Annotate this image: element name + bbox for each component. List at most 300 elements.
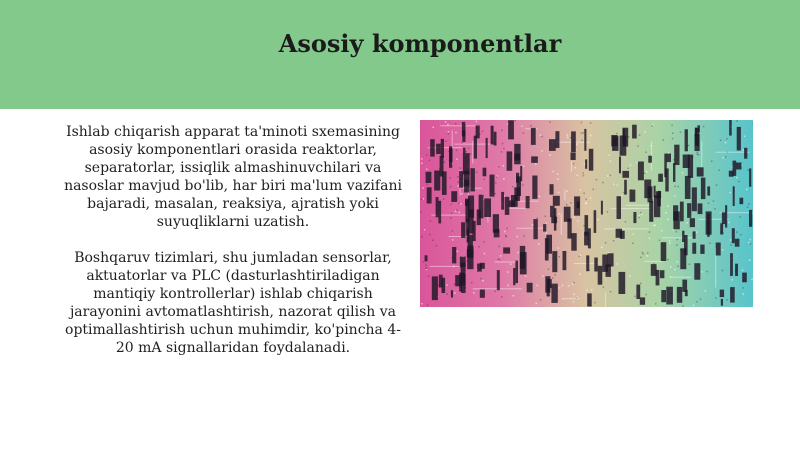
board-speckle [447,124,449,126]
board-chip [693,231,696,238]
board-speckle [742,269,744,271]
board-trace [494,262,518,263]
board-chip [692,243,696,254]
board-chip [513,268,515,285]
board-speckle [498,258,500,260]
board-speckle [580,189,582,191]
board-chip [594,210,597,233]
board-speckle [655,303,657,305]
board-chip [531,128,536,145]
board-speckle [566,191,568,193]
board-speckle [558,213,560,215]
board-chip [543,224,546,232]
board-speckle [590,135,592,137]
board-chip [527,283,533,293]
board-speckle [725,156,727,158]
board-speckle [642,252,644,254]
board-speckle [425,264,427,266]
board-speckle [625,221,627,223]
board-speckle [672,138,674,140]
board-chip [732,228,735,243]
board-chip [598,266,603,285]
board-speckle [550,154,552,156]
board-speckle [736,177,738,179]
board-speckle [659,240,661,242]
board-chip [733,186,735,206]
board-speckle [645,294,647,296]
board-speckle [705,290,707,292]
board-chip [554,208,557,230]
board-speckle [540,134,542,136]
board-chip [666,287,673,305]
board-chip [624,180,627,195]
board-chip [451,290,453,297]
board-speckle [549,121,551,123]
board-speckle [730,244,732,246]
board-chip [520,166,522,181]
board-chip [459,171,463,188]
board-speckle [742,287,744,289]
board-chip [451,191,457,202]
board-speckle [448,131,450,133]
board-speckle [470,153,472,155]
board-speckle [646,255,648,257]
board-speckle [641,214,643,216]
board-chip [735,239,740,247]
board-speckle [750,239,752,241]
board-speckle [483,241,485,243]
board-trace [564,190,565,201]
board-chip [677,287,683,303]
board-trace [430,266,461,267]
board-speckle [627,168,629,170]
board-speckle [746,189,748,191]
board-speckle [457,185,459,187]
board-speckle [748,203,750,205]
board-chip [673,205,678,220]
board-speckle [719,170,721,172]
board-chip [638,162,644,181]
board-speckle [424,229,426,231]
board-speckle [676,244,678,246]
board-speckle [515,120,517,122]
board-chip [619,272,626,294]
board-chip [545,276,550,293]
board-speckle [678,265,680,267]
board-speckle [573,294,575,296]
board-speckle [468,148,470,150]
board-speckle [594,302,596,304]
board-chip [737,127,741,151]
board-speckle [552,277,554,279]
board-speckle [557,173,559,175]
board-chip [720,223,723,234]
board-chip [649,201,653,222]
board-speckle [450,217,452,219]
board-speckle [580,254,582,256]
board-speckle [517,236,519,238]
board-chip [729,171,734,177]
board-chip [533,219,537,239]
board-chip [720,290,724,298]
paragraph-control-systems: Boshqaruv tizimlari, shu jumladan sensorlar, aktuatorlar va PLC (dasturlashtiriladigan mantiqiy kontrollerlar) ishlab chiqarish jarayonini avtomatlashtirish, nazorat qilish va optimallashtirish uchun muhimdir, ko'pincha 4-20 mA signallaridan foydalanadi. [65,250,401,356]
board-chip [571,233,576,251]
board-speckle [501,151,503,153]
board-speckle [700,298,702,300]
board-speckle [436,245,438,247]
board-speckle [568,285,570,287]
board-speckle [478,246,480,248]
board-trace [626,205,651,206]
board-speckle [583,193,585,195]
board-speckle [567,137,569,139]
board-speckle [585,198,587,200]
board-speckle [579,273,581,275]
board-chip [749,168,751,186]
board-speckle [728,222,730,224]
board-chip [735,264,738,276]
board-speckle [722,249,724,251]
board-chip [660,270,664,278]
board-speckle [590,197,592,199]
board-trace [564,298,580,299]
board-chip [441,139,444,158]
board-speckle [593,189,595,191]
board-speckle [443,198,445,200]
board-speckle [581,132,583,134]
board-speckle [689,264,691,266]
board-speckle [458,203,460,205]
board-speckle [668,219,670,221]
board-speckle [562,298,564,300]
board-speckle [639,217,641,219]
board-chip [749,210,752,227]
board-speckle [451,204,453,206]
board-speckle [494,193,496,195]
board-speckle [420,211,422,213]
board-chip [706,211,712,234]
board-chip [545,238,549,260]
board-chip [683,155,690,169]
board-speckle [605,242,607,244]
board-speckle [483,179,485,181]
board-chip [449,146,452,168]
board-speckle [647,252,649,254]
board-speckle [583,175,585,177]
board-speckle [696,231,698,233]
board-speckle [523,132,525,134]
board-chip [427,187,432,203]
board-chip [617,196,622,219]
board-speckle [667,259,669,261]
board-speckle [499,259,501,261]
board-speckle [722,270,724,272]
board-speckle [682,305,684,307]
board-speckle [553,171,555,173]
board-chip [505,197,510,215]
board-speckle [501,130,503,132]
board-speckle [427,184,429,186]
board-speckle [449,177,451,179]
board-chip [430,139,435,156]
board-chip [514,154,520,161]
board-speckle [501,296,503,298]
board-speckle [726,299,728,301]
board-chip [730,287,735,303]
board-chip [507,151,513,170]
board-speckle [581,122,583,124]
board-speckle [423,261,425,263]
board-speckle [455,123,457,125]
board-chip [515,261,518,284]
board-chip [550,184,554,194]
board-speckle [688,145,690,147]
board-speckle [455,211,457,213]
board-chip [611,135,617,146]
board-speckle [672,133,674,135]
board-speckle [634,296,636,298]
board-speckle [616,133,618,135]
board-speckle [545,216,547,218]
board-speckle [703,126,705,128]
board-trace [440,125,479,126]
board-chip [736,163,742,170]
board-speckle [521,126,523,128]
board-speckle [751,279,753,281]
board-speckle [596,179,598,181]
board-speckle [676,231,678,233]
board-chip [685,129,688,151]
board-speckle [701,271,703,273]
board-speckle [749,260,751,262]
board-chip [680,202,684,222]
board-speckle [461,142,463,144]
board-speckle [725,142,727,144]
board-speckle [466,151,468,153]
board-chip [744,148,747,159]
board-chip [551,284,557,303]
board-chip [493,214,499,233]
board-speckle [601,247,603,249]
board-chip [722,212,726,224]
board-speckle [504,231,506,233]
board-chip [697,167,704,176]
board-chip [549,139,556,151]
board-speckle [617,185,619,187]
board-speckle [448,133,450,135]
board-speckle [644,131,646,133]
board-chip [636,285,640,299]
board-chip [584,232,589,246]
board-speckle [426,269,428,271]
board-speckle [736,120,738,122]
board-speckle [427,304,429,306]
board-trace [670,277,691,278]
board-speckle [447,293,449,295]
board-chip [651,264,657,276]
board-chip [619,157,621,174]
board-chip [632,125,637,139]
board-speckle [530,125,532,127]
board-chip [640,297,645,304]
board-speckle [708,203,710,205]
board-speckle [482,131,484,133]
board-chip [692,187,697,211]
board-speckle [502,143,504,145]
board-chip [501,192,504,210]
board-speckle [649,238,651,240]
board-chip [574,196,580,215]
board-speckle [423,198,425,200]
board-speckle [517,252,519,254]
board-speckle [429,160,431,162]
board-speckle [537,285,539,287]
board-speckle [646,171,648,173]
board-chip [553,196,560,206]
board-speckle [539,196,541,198]
board-speckle [525,275,527,277]
board-speckle [697,152,699,154]
board-speckle [711,161,713,163]
board-chip [587,293,592,306]
board-chip [555,131,559,148]
board-chip [550,279,552,288]
board-chip [716,243,721,256]
board-chip [658,174,663,182]
board-speckle [661,230,663,232]
board-chip [656,191,661,198]
board-chip [654,186,656,198]
board-speckle [495,182,497,184]
board-chip [571,131,576,152]
board-speckle [706,271,708,273]
board-speckle [573,282,575,284]
board-speckle [484,253,486,255]
board-chip [490,175,495,197]
board-speckle [450,186,452,188]
board-speckle [573,301,575,303]
board-chip [479,195,484,219]
board-speckle [686,222,688,224]
board-speckle [651,125,653,127]
board-speckle [456,158,458,160]
board-speckle [629,275,631,277]
board-chip [516,173,519,183]
board-chip [586,255,589,271]
board-chip [594,258,598,272]
board-speckle [736,231,738,233]
board-chip [532,176,537,199]
board-chip [462,130,465,142]
board-chip [700,245,704,254]
board-speckle [670,266,672,268]
board-chip [661,242,667,261]
board-speckle [426,154,428,156]
board-chip [630,190,636,202]
body-text [58,123,408,375]
board-speckle [748,242,750,244]
board-speckle [671,125,673,127]
board-speckle [709,242,711,244]
board-speckle [498,246,500,248]
board-chip [476,125,480,138]
board-speckle [640,212,642,214]
board-speckle [591,289,593,291]
board-speckle [445,141,447,143]
board-speckle [500,255,502,257]
board-speckle [640,283,642,285]
board-speckle [421,303,423,305]
board-chip [436,197,439,217]
board-speckle [557,247,559,249]
board-speckle [663,139,665,141]
board-speckle [750,243,752,245]
board-speckle [680,132,682,134]
board-speckle [428,275,430,277]
board-speckle [610,291,612,293]
board-speckle [461,193,463,195]
board-chip [694,263,700,280]
board-chip [463,148,465,154]
board-chip [729,120,732,136]
board-chip [589,149,594,171]
board-speckle [444,162,446,164]
board-chip [622,171,629,178]
board-chip [698,203,703,214]
circuit-board-graphic [420,120,753,307]
board-chip [623,128,629,147]
board-chip [707,186,710,195]
board-speckle [665,212,667,214]
board-speckle [613,184,615,186]
board-speckle [456,209,458,211]
board-speckle [570,202,572,204]
board-speckle [573,217,575,219]
board-chip [667,154,672,163]
board-speckle [566,204,568,206]
board-trace [645,261,663,262]
board-chip [531,156,538,163]
board-chip [436,144,441,154]
board-speckle [621,195,623,197]
board-speckle [586,290,588,292]
board-chip [740,198,744,204]
board-speckle [610,160,612,162]
board-speckle [722,157,724,159]
board-speckle [674,196,676,198]
board-speckle [572,283,574,285]
board-speckle [730,192,732,194]
board-chip [425,255,428,261]
board-speckle [541,150,543,152]
board-speckle [608,252,610,254]
board-chip [494,132,497,146]
board-speckle [720,140,722,142]
board-speckle [557,178,559,180]
board-speckle [503,148,505,150]
board-speckle [506,228,508,230]
board-chip [434,171,440,191]
board-speckle [677,186,679,188]
board-speckle [538,243,540,245]
board-speckle [454,283,456,285]
board-speckle [667,205,669,207]
board-speckle [682,172,684,174]
board-chip [474,136,477,159]
board-chip [459,273,462,292]
board-speckle [609,154,611,156]
board-speckle [715,297,717,299]
